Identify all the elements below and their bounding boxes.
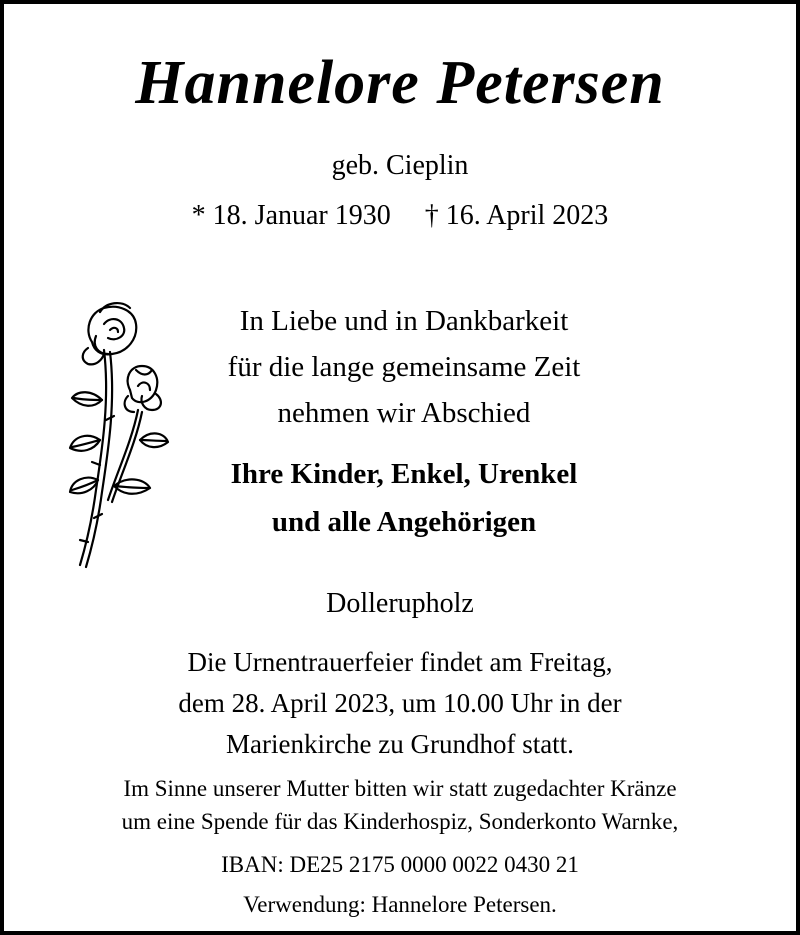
deceased-name: Hannelore Petersen <box>135 49 665 117</box>
ceremony-line: dem 28. April 2023, um 10.00 Uhr in der <box>178 688 622 718</box>
payment-reference: Verwendung: Hannelore Petersen. <box>243 892 557 917</box>
dedication-line: für die lange gemeinsame Zeit <box>227 351 581 383</box>
mourners-line: Ihre Kinder, Enkel, Urenkel <box>230 458 578 490</box>
ceremony-line: Die Urnentrauerfeier findet am Freitag, <box>187 647 613 677</box>
life-dates <box>4 200 796 232</box>
ceremony-details <box>4 642 796 765</box>
dedication-line: In Liebe und in Dankbarkeit <box>239 305 569 337</box>
dedication-line: nehmen wir Abschied <box>277 397 531 429</box>
donation-line: Im Sinne unserer Mutter bitten wir statt zugedachter Kränze <box>123 776 677 801</box>
donation-line: um eine Spende für das Kinderhospiz, Sonderkonto Warnke, <box>121 809 679 834</box>
dedication-text <box>154 298 654 436</box>
donation-request <box>4 772 796 838</box>
iban-number: IBAN: DE25 2175 0000 0022 0430 21 <box>221 852 579 877</box>
birth-date: * 18. Januar 1930 <box>191 200 391 231</box>
ceremony-line: Marienkirche zu Grundhof statt. <box>226 729 574 759</box>
death-date: † 16. April 2023 <box>424 200 609 231</box>
birth-name: geb. Cieplin <box>331 150 469 181</box>
mourners <box>154 450 654 546</box>
mourners-line: und alle Angehörigen <box>271 506 537 538</box>
place-name: Dollerupholz <box>326 588 474 619</box>
